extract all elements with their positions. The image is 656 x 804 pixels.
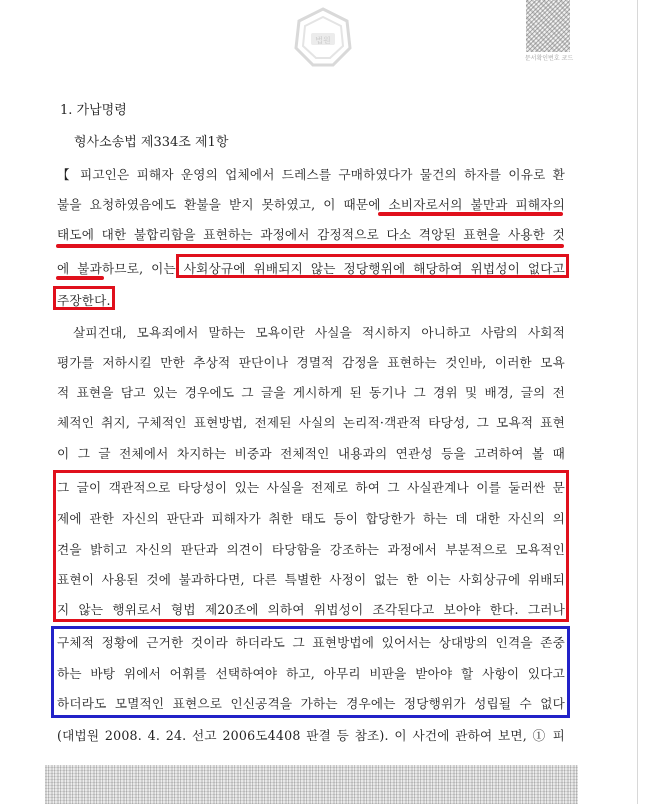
body-line: 구체적 정황에 근거한 것이라 하더라도 그 표현방법에 있어서는 상대방의 인격을 존중 bbox=[57, 635, 565, 650]
qr-caption: 문서확인번호 코드 bbox=[524, 55, 574, 62]
body-line: 적 표현을 담고 있는 경우에도 그 글을 게시하게 된 동기나 그 경위 및 배경, 글의 전 bbox=[57, 385, 565, 400]
body-line: 하더라도 모멸적인 표현으로 인신공격을 가하는 경우에는 정당행위가 성립될 수 없다 bbox=[57, 696, 565, 711]
statute-reference: 형사소송법 제334조 제1항 bbox=[74, 135, 229, 150]
seal-text: 법원 bbox=[315, 36, 331, 45]
red-underline bbox=[56, 276, 104, 280]
red-highlight-box bbox=[53, 470, 569, 622]
body-line: 주장한다. bbox=[57, 293, 111, 308]
section-heading: 1. 가납명령 bbox=[60, 103, 127, 118]
body-line: 살피건대, 모욕죄에서 말하는 모욕이란 사실을 적시하지 아니하고 사람의 사회적 bbox=[73, 325, 565, 340]
body-line: 체적인 취지, 구체적인 표현방법, 전제된 사실의 논리적·객관적 타당성, 그 모욕적 표현 bbox=[57, 415, 565, 430]
qr-code-icon bbox=[526, 0, 570, 52]
body-line: 지 않는 행위로서 형법 제20조에 의하여 위법성이 조각된다고 보아야 한다. 그러나 bbox=[57, 602, 565, 617]
body-line: 그 글이 객관적으로 타당성이 있는 사실을 전제로 하여 그 사실관계나 이를 둘러싼 문 bbox=[57, 480, 565, 495]
body-line: (대법원 2008. 4. 24. 선고 2006도4408 판결 등 참조). 이 사건에 관하여 보면, ① 피 bbox=[57, 728, 565, 743]
body-line: 이 그 글 전체에서 차지하는 비중과 전체적인 내용과의 연관성 등을 고려하여 볼 때 bbox=[57, 446, 565, 461]
scan-noise-strip bbox=[45, 765, 578, 804]
red-underline bbox=[56, 244, 564, 248]
body-line: 제에 관한 자신의 판단과 피해자가 취한 태도 등이 합당한가 하는 데 대한 자신의 의 bbox=[57, 511, 565, 526]
body-line: 평가를 저하시킬 만한 추상적 판단이나 경멸적 감정을 표현하는 것인바, 이러한 모욕 bbox=[57, 355, 565, 370]
body-line: 태도에 대한 불합리함을 표현하는 과정에서 감정적으로 다소 격앙된 표현을 사용한 것 bbox=[57, 227, 565, 242]
body-line: 에 불과하므로, 이는 사회상규에 위배되지 않는 정당행위에 해당하여 위법성이 없다고 bbox=[57, 261, 565, 276]
body-line: 하는 바탕 위에서 어휘를 선택하여야 하고, 아무리 비판을 받아야 할 사항이 있다고 bbox=[57, 666, 565, 681]
blue-highlight-box bbox=[51, 626, 570, 718]
page-edge bbox=[637, 0, 638, 804]
red-underline bbox=[378, 212, 563, 216]
red-highlight-box bbox=[53, 286, 115, 310]
red-highlight-box bbox=[176, 254, 569, 278]
body-line: 【 피고인은 피해자 운영의 업체에서 드레스를 구매하였다가 물건의 하자를 이유로 환 bbox=[57, 167, 565, 182]
body-line: 견을 밝히고 자신의 판단과 의견이 타당함을 강조하는 과정에서 부분적으로 모욕적인 bbox=[57, 542, 565, 557]
court-seal-icon bbox=[292, 6, 354, 68]
body-line: 표현이 사용된 것에 불과하다면, 다른 특별한 사정이 없는 한 이는 사회상규에 위배되 bbox=[57, 572, 565, 587]
body-line: 불을 요청하였음에도 환불을 받지 못하였고, 이 때문에 소비자로서의 불만과 피해자의 bbox=[57, 197, 565, 212]
